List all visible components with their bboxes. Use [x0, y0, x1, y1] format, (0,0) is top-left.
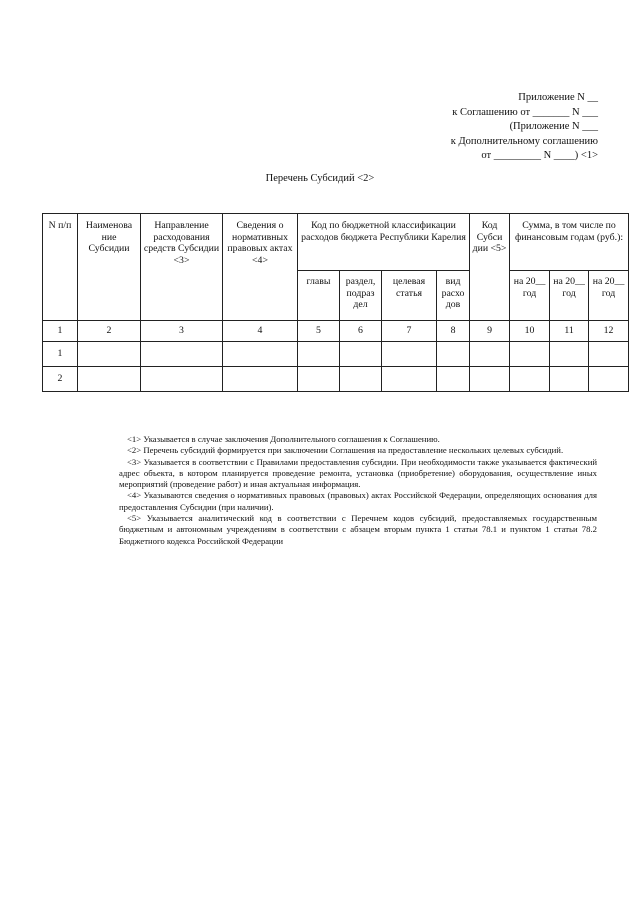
column-number-row — [43, 321, 629, 342]
appendix-line-2: к Соглашению от _______ N ___ — [452, 106, 598, 118]
table-cell — [550, 367, 589, 392]
appendix-line-4: к Дополнительному соглашению — [450, 135, 598, 147]
table-cell — [78, 367, 141, 392]
header-budget-code: Код по бюджетной классификации расходов бюджета Республики Карелия — [298, 214, 470, 271]
table-cell — [510, 342, 550, 367]
column-number: 4 — [223, 321, 298, 342]
table-cell — [437, 342, 470, 367]
column-number: 3 — [141, 321, 223, 342]
table-cell — [437, 367, 470, 392]
column-number: 5 — [298, 321, 340, 342]
header-subsidy-name: Наименова ние Субсидии — [78, 214, 141, 321]
appendix-line-1: Приложение N __ — [518, 92, 598, 103]
header-legal-acts: Сведения о нормативных правовых актах <4> — [223, 214, 298, 321]
table-cell — [78, 342, 141, 367]
table-row — [43, 342, 629, 367]
subheader-razdel: раздел, подраз дел — [340, 271, 382, 321]
table-cell — [470, 367, 510, 392]
footnotes — [119, 434, 597, 547]
document-title: Перечень Субсидий <2> — [265, 173, 375, 184]
table-cell — [589, 367, 629, 392]
table-header-row — [43, 214, 629, 271]
column-number: 11 — [550, 321, 589, 342]
column-number: 6 — [340, 321, 382, 342]
subheader-year-3: на 20__ год — [589, 271, 629, 321]
table-cell — [298, 367, 340, 392]
table-cell — [550, 342, 589, 367]
table-cell — [298, 342, 340, 367]
table-row — [43, 367, 629, 392]
table-cell — [382, 367, 437, 392]
header-direction: Направление расходования средств Субсидии <3> — [141, 214, 223, 321]
column-number: 8 — [437, 321, 470, 342]
column-number: 12 — [589, 321, 629, 342]
appendix-header — [451, 91, 598, 164]
subheader-year-1: на 20__ год — [510, 271, 550, 321]
column-number: 2 — [78, 321, 141, 342]
subheader-glavy: главы — [298, 271, 340, 321]
table-cell — [470, 342, 510, 367]
header-sum: Сумма, в том числе по финансовым годам (руб.): — [510, 214, 629, 271]
subheader-vid: вид расхо дов — [437, 271, 470, 321]
column-number: 1 — [43, 321, 78, 342]
column-number: 7 — [382, 321, 437, 342]
table-cell — [589, 342, 629, 367]
column-number: 9 — [470, 321, 510, 342]
table-cell — [382, 342, 437, 367]
appendix-line-3: (Приложение N ___ — [509, 121, 598, 132]
subsidy-table — [42, 213, 629, 392]
table-cell — [340, 342, 382, 367]
header-n: N п/п — [43, 214, 78, 321]
appendix-line-5: от _________ N ____) <1> — [481, 150, 598, 161]
footnote-4: <4> Указываются сведения о нормативных правовых (правовых) актах Российской Федерации, определяющих основания для предоставления Субсидии (при наличии). — [119, 490, 597, 512]
table-cell — [510, 367, 550, 392]
row-number: 1 — [43, 342, 78, 367]
header-subsidy-code: Код Субси дии <5> — [470, 214, 510, 321]
table-cell — [141, 367, 223, 392]
subheader-statya: целевая статья — [382, 271, 437, 321]
footnote-2: <2> Перечень субсидий формируется при заключении Соглашения на предоставление нескольких целевых субсидий. — [127, 445, 564, 456]
footnote-1: <1> Указывается в случае заключения Дополнительного соглашения к Соглашению. — [127, 434, 440, 444]
table-cell — [223, 342, 298, 367]
table-cell — [223, 367, 298, 392]
table-cell — [141, 342, 223, 367]
footnote-3: <3> Указывается в соответствии с Правилами предоставления субсидии. При необходимости также указывается фактический адрес объекта, в котором планируется проведение ремонта, установка (приобретение) оборудования, осуществление иных мероприятий (проведение работ) и иная актуальная информация. — [119, 456, 597, 490]
table-cell — [340, 367, 382, 392]
footnote-5: <5> Указывается аналитический код в соответствии с Перечнем кодов субсидий, предоставляемых государственным бюджетным и автономным учреждениям в соответствии с абзацем вторым пункта 1 статьи 78.1 и пунктом 1 статьи 78.2 Бюджетного кодекса Российской Федерации — [119, 513, 597, 546]
column-number: 10 — [510, 321, 550, 342]
row-number: 2 — [43, 367, 78, 392]
subheader-year-2: на 20__ год — [550, 271, 589, 321]
